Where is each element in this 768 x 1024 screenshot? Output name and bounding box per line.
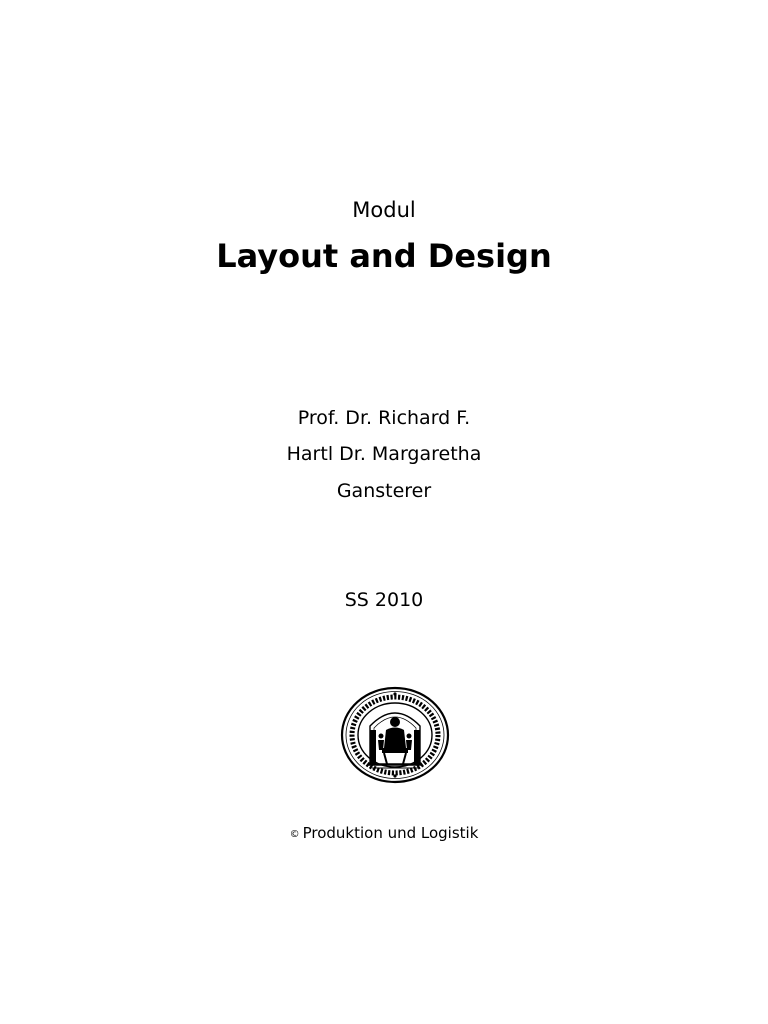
footer-text: Produktion und Logistik xyxy=(302,824,479,842)
university-seal-icon xyxy=(340,686,450,784)
module-label: Modul xyxy=(352,198,416,222)
author-line-1: Prof. Dr. Richard F. xyxy=(297,407,471,429)
document-title: Layout and Design xyxy=(216,237,552,275)
semester: SS 2010 xyxy=(344,589,424,611)
copyright-footer xyxy=(0,823,768,845)
author-line-3: Gansterer xyxy=(336,480,432,502)
copyright-icon: © xyxy=(289,829,300,840)
author-line-2: Hartl Dr. Margaretha xyxy=(286,443,482,465)
